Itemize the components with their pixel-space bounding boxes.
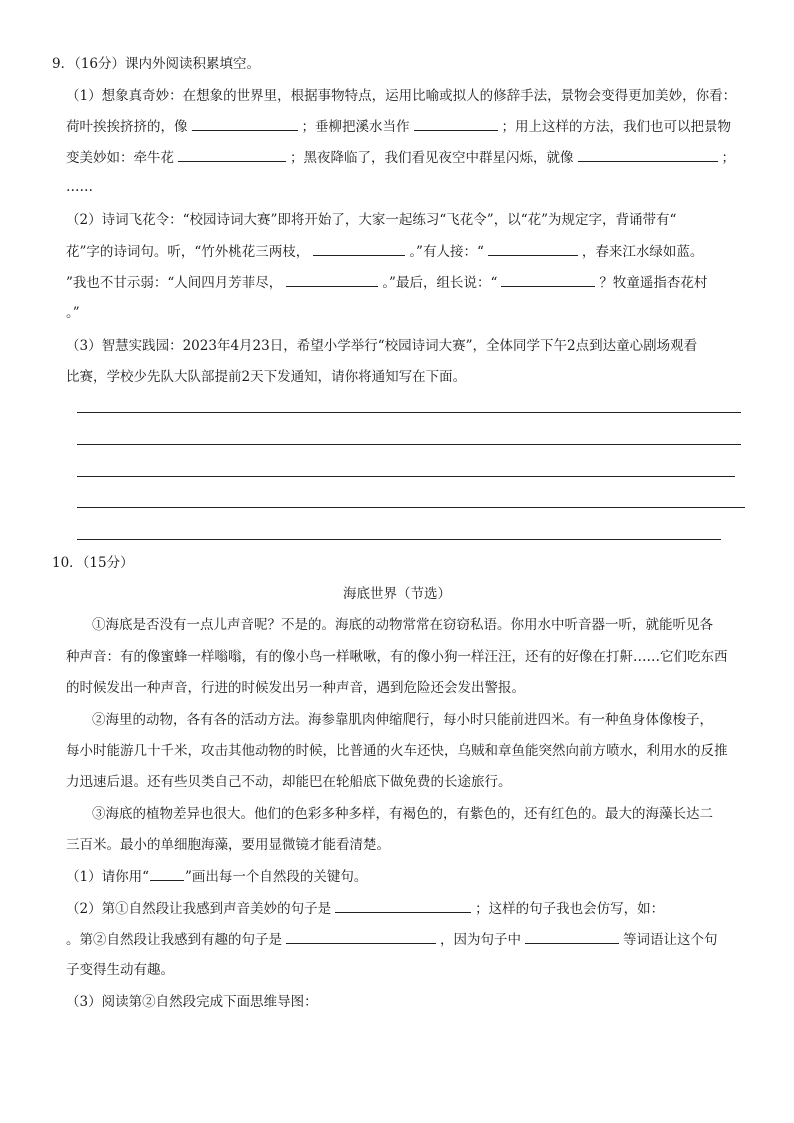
- q9-p2-text-d: ”我也不甘示弱：“人间四月芳菲尽，: [66, 275, 283, 291]
- q10-s2-line2: [66, 929, 718, 950]
- q10-s1-text-a: （1）请你用“: [66, 869, 149, 885]
- q9-p1-text-e: ；黑夜降临了，我们看见夜空中群星闪烁，就像: [290, 150, 574, 166]
- para2-line2: 每小时能游几十千米，攻击其他动物的时候，比普通的火车还快，乌贼和章鱼能突然向前方喷水，利用水的反推: [66, 743, 728, 759]
- para1-line1: ①海底是否没有一点儿声音呢？不是的。海底的动物常常在窃窃私语。你用水中听音器一听，就能听见各: [92, 617, 713, 633]
- writing-line[interactable]: [77, 444, 741, 445]
- q10-s2-text-e: 等词语让这个句: [623, 932, 718, 948]
- q9-p2-text-c: ，春来江水绿如蓝。: [581, 244, 704, 260]
- q9-p2-line1: （2）诗词飞花令：“校园诗词大赛”即将开始了，大家一起练习“飞花令”，以“花”为规定字，背诵带有“: [66, 212, 677, 228]
- q9-p1-text-f: ；: [721, 150, 735, 166]
- q9-p1-text-d: 变美妙如：牵牛花: [66, 150, 174, 166]
- q10-s3: （3）阅读第②自然段完成下面思维导图：: [66, 994, 318, 1010]
- q9-header: 9．（16分）课内外阅读积累填空。: [52, 56, 261, 72]
- q9-p1-text-c: ；用上这样的方法，我们也可以把景物: [501, 119, 731, 135]
- q10-s2-text-d: ，因为句子中: [440, 932, 521, 948]
- q10-s2-text-c: 。第②自然段让我感到有趣的句子是: [66, 932, 282, 948]
- writing-line[interactable]: [77, 412, 741, 413]
- answer-blank[interactable]: [286, 272, 378, 287]
- answer-blank[interactable]: [578, 147, 718, 162]
- q9-p2-text-e: 。”最后，组长说：“: [382, 275, 498, 291]
- answer-blank[interactable]: [313, 241, 405, 256]
- answer-blank[interactable]: [414, 116, 498, 131]
- q9-p2-text-a: 花”字的诗词句。听，“竹外桃花三两枝，: [66, 244, 310, 260]
- q10-s2-line3: 子变得生动有趣。: [66, 962, 174, 978]
- q9-p1-line3: [66, 147, 735, 168]
- q9-p2-line3: [66, 272, 707, 293]
- q10-s1-text-b: ”画出每一个自然段的关键句。: [185, 869, 368, 885]
- answer-blank[interactable]: [488, 241, 578, 256]
- para1-line3: 的时候发出一种声音，行进的时候发出另一种声音，遇到危险还会发出警报。: [66, 680, 525, 696]
- q9-p1-text-a: 荷叶挨挨挤挤的，像: [66, 119, 188, 135]
- q9-p2-text-f: ？牧童遥指杏花村: [599, 275, 708, 291]
- answer-blank[interactable]: [335, 898, 471, 913]
- q9-p1-line4: ……: [66, 179, 93, 195]
- answer-blank[interactable]: [525, 929, 619, 944]
- q10-header: 10．（15分）: [52, 555, 134, 571]
- underline-sample: [150, 866, 184, 881]
- answer-blank[interactable]: [501, 272, 595, 287]
- para3-line1: ③海底的植物差异也很大。他们的色彩多种多样，有褐色的，有紫色的，还有红色的。最大的海藻长达二: [92, 806, 713, 822]
- para2-line3: 力迅速后退。还有些贝类自己不动，却能巴在轮船底下做免费的长途旅行。: [66, 774, 512, 790]
- para1-line2: 种声音：有的像蜜蜂一样嗡嗡，有的像小鸟一样啾啾，有的像小狗一样汪汪，还有的好像在打鼾……它们吃东西: [66, 649, 728, 665]
- para3-line2: 三百米。最小的单细胞海藻，要用显微镜才能看清楚。: [66, 837, 390, 853]
- writing-line[interactable]: [77, 539, 721, 540]
- q9-p1-text-b: ；垂柳把溪水当作: [301, 119, 410, 135]
- answer-blank[interactable]: [192, 116, 298, 131]
- q10-s1: [66, 866, 367, 887]
- writing-line[interactable]: [77, 507, 745, 508]
- answer-blank[interactable]: [178, 147, 286, 162]
- answer-blank[interactable]: [286, 929, 436, 944]
- q9-p2-line4: 。”: [66, 305, 80, 321]
- q9-p1-line1: （1）想象真奇妙：在想象的世界里，根据事物特点，运用比喻或拟人的修辞手法，景物会变得更加美妙，你看：: [66, 88, 737, 104]
- writing-line[interactable]: [77, 476, 735, 477]
- q9-p2-line2: [66, 241, 703, 262]
- para2-line1: ②海里的动物，各有各的活动方法。海参靠肌肉伸缩爬行，每小时只能前进四米。有一种鱼身体像梭子，: [92, 712, 713, 728]
- q9-p3-line1: （3）智慧实践园：2023年4月23日，希望小学举行“校园诗词大赛”，全体同学下午2点到达童心剧场观看: [66, 338, 698, 354]
- q10-s2-text-a: （2）第①自然段让我感到声音美妙的句子是: [66, 901, 332, 917]
- q10-s2-line1: [66, 898, 664, 919]
- q9-p2-text-b: 。”有人接：“: [409, 244, 484, 260]
- q9-p1-line2: [66, 116, 731, 137]
- passage-title: 海底世界（节选）: [343, 586, 451, 602]
- q10-s2-text-b: ；这样的句子我也会仿写，如：: [475, 901, 665, 917]
- q9-p3-line2: 比赛，学校少先队大队部提前2天下发通知，请你将通知写在下面。: [66, 369, 467, 385]
